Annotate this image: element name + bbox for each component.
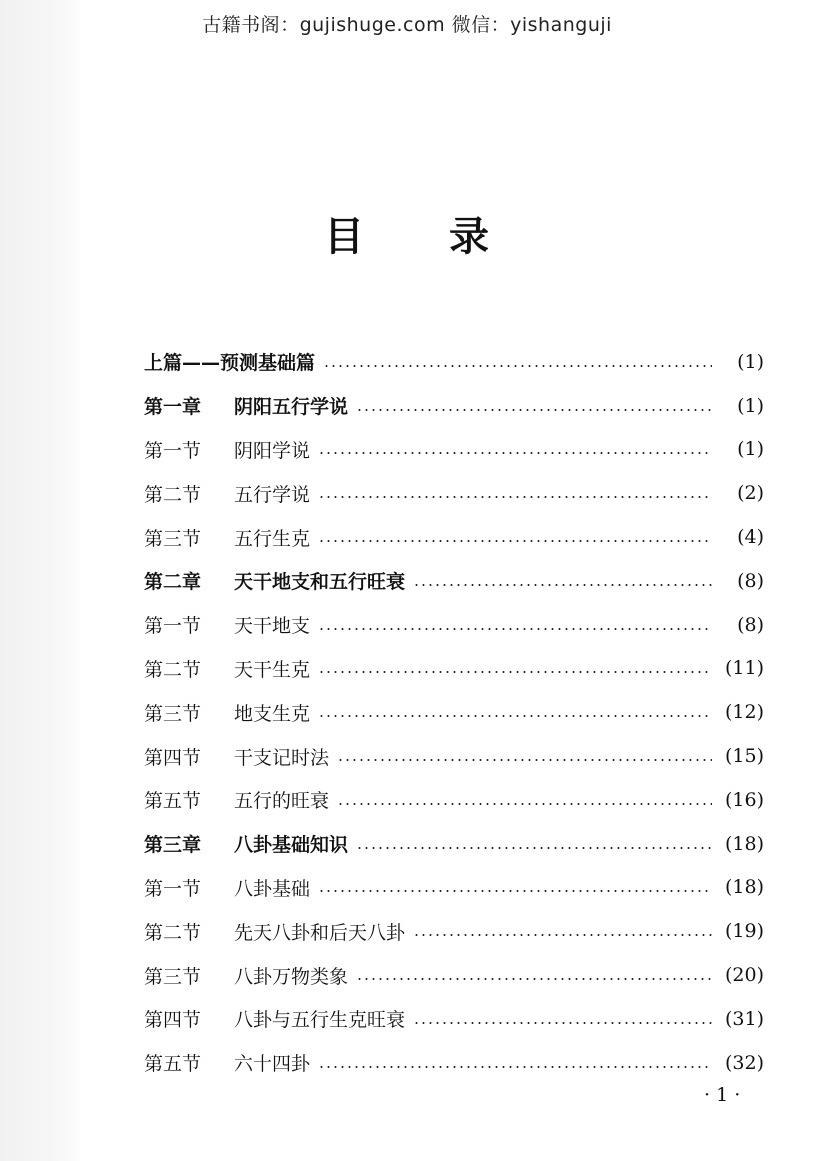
toc-entry-number: 第二章 — [144, 571, 202, 594]
toc-entry — [144, 340, 764, 384]
toc-entry-number: 第三节 — [144, 527, 202, 550]
toc-entry-label — [144, 392, 348, 419]
toc-entry-label — [144, 655, 310, 682]
toc-entry-page: (20) — [724, 964, 764, 987]
toc-entry-number: 第三节 — [144, 965, 202, 988]
toc-entry-number: 第四节 — [144, 746, 202, 769]
toc-entry — [144, 953, 764, 997]
toc-entry-page: (11) — [724, 657, 764, 680]
toc-entry — [144, 822, 764, 866]
toc-entry-title: 天干地支和五行旺衰 — [234, 571, 406, 594]
toc-entry — [144, 428, 764, 472]
toc-entry-title: 天干生克 — [234, 658, 311, 681]
toc-entry-page: (2) — [737, 482, 764, 505]
toc-entry-label — [144, 611, 310, 638]
toc-entry-label — [144, 524, 310, 551]
toc-entry-number: 第一节 — [144, 615, 202, 638]
toc-entry-page: (16) — [724, 788, 764, 811]
toc-entry-page: (8) — [737, 569, 764, 592]
toc-entry-number: 第二节 — [144, 921, 202, 944]
toc-entry-label — [144, 1005, 405, 1032]
toc-entry-number: 第二节 — [144, 658, 202, 681]
toc-entry-page: (12) — [724, 701, 764, 724]
toc-entry-page: (1) — [737, 350, 764, 373]
toc-entry-number: 第五节 — [144, 1053, 202, 1076]
dot-leader — [318, 715, 712, 717]
toc-entry-number: 第一节 — [144, 877, 202, 900]
title-char-2: 录 — [449, 214, 490, 260]
toc-entry-page: (18) — [724, 876, 764, 899]
toc-entry-label — [144, 348, 315, 375]
toc-entry-title: 六十四卦 — [234, 1053, 311, 1076]
table-of-contents — [144, 340, 764, 1085]
toc-entry-page: (19) — [724, 920, 764, 943]
dot-leader — [318, 671, 712, 673]
toc-entry-page: (15) — [724, 745, 764, 768]
toc-entry-page: (18) — [724, 832, 764, 855]
toc-entry-label — [144, 918, 405, 945]
dot-leader — [318, 540, 712, 542]
dot-leader — [318, 496, 712, 498]
dot-leader — [337, 759, 712, 761]
watermark-header: 古籍书阁：gujishuge.com 微信：yishanguji — [202, 14, 612, 36]
toc-entry — [144, 866, 764, 910]
toc-entry — [144, 734, 764, 778]
toc-entry-title: 八卦基础知识 — [234, 834, 349, 857]
toc-entry-label — [144, 830, 348, 857]
dot-leader — [413, 934, 712, 936]
toc-entry-label — [144, 743, 329, 770]
toc-entry-title: 干支记时法 — [234, 746, 330, 769]
toc-entry-number: 第一章 — [144, 396, 202, 419]
toc-entry-title: 阴阳学说 — [234, 439, 311, 462]
toc-entry-label — [144, 567, 405, 594]
toc-entry-title: 五行的旺衰 — [234, 790, 330, 813]
dot-leader — [356, 409, 712, 411]
toc-entry-number: 第一节 — [144, 439, 202, 462]
toc-entry-page: (1) — [737, 438, 764, 461]
toc-entry-page: (32) — [724, 1051, 764, 1074]
toc-entry-label — [144, 786, 329, 813]
toc-entry-page: (8) — [737, 613, 764, 636]
toc-entry-number: 第三章 — [144, 834, 202, 857]
page-title — [0, 205, 814, 262]
toc-entry-label — [144, 962, 348, 989]
toc-entry — [144, 647, 764, 691]
title-char-1: 目 — [324, 214, 365, 260]
toc-entry — [144, 559, 764, 603]
toc-entry-label — [144, 480, 310, 507]
dot-leader — [356, 847, 712, 849]
page-number: · 1 · — [704, 1084, 741, 1106]
toc-entry — [144, 384, 764, 428]
toc-entry — [144, 778, 764, 822]
toc-entry — [144, 603, 764, 647]
toc-entry — [144, 515, 764, 559]
dot-leader — [337, 803, 712, 805]
toc-entry-label — [144, 699, 310, 726]
toc-entry-number: 第二节 — [144, 483, 202, 506]
toc-entry — [144, 690, 764, 734]
dot-leader — [413, 584, 712, 586]
toc-entry-label — [144, 436, 310, 463]
dot-leader — [318, 628, 712, 630]
toc-entry-title: 五行学说 — [234, 483, 311, 506]
toc-entry-title: 八卦与五行生克旺衰 — [234, 1009, 406, 1032]
toc-entry-title: 上篇——预测基础篇 — [144, 352, 316, 375]
toc-entry — [144, 471, 764, 515]
toc-entry-number: 第三节 — [144, 702, 202, 725]
toc-entry-label — [144, 874, 310, 901]
toc-entry — [144, 997, 764, 1041]
toc-entry-number: 第四节 — [144, 1009, 202, 1032]
toc-entry-page: (4) — [737, 526, 764, 549]
dot-leader — [318, 1066, 712, 1068]
toc-entry-title: 八卦万物类象 — [234, 965, 349, 988]
dot-leader — [356, 978, 712, 980]
toc-entry-title: 八卦基础 — [234, 877, 311, 900]
toc-entry-number: 第五节 — [144, 790, 202, 813]
dot-leader — [323, 365, 712, 367]
toc-entry-title: 天干地支 — [234, 615, 311, 638]
toc-entry — [144, 909, 764, 953]
toc-entry-title: 阴阳五行学说 — [234, 396, 349, 419]
toc-entry-title: 五行生克 — [234, 527, 311, 550]
dot-leader — [413, 1022, 712, 1024]
toc-entry-title: 地支生克 — [234, 702, 311, 725]
scan-gutter — [0, 0, 80, 1161]
toc-entry-page: (31) — [724, 1007, 764, 1030]
toc-entry-label — [144, 1049, 310, 1076]
dot-leader — [318, 452, 712, 454]
dot-leader — [318, 890, 712, 892]
toc-entry — [144, 1041, 764, 1085]
toc-entry-page: (1) — [737, 394, 764, 417]
toc-entry-title: 先天八卦和后天八卦 — [234, 921, 406, 944]
